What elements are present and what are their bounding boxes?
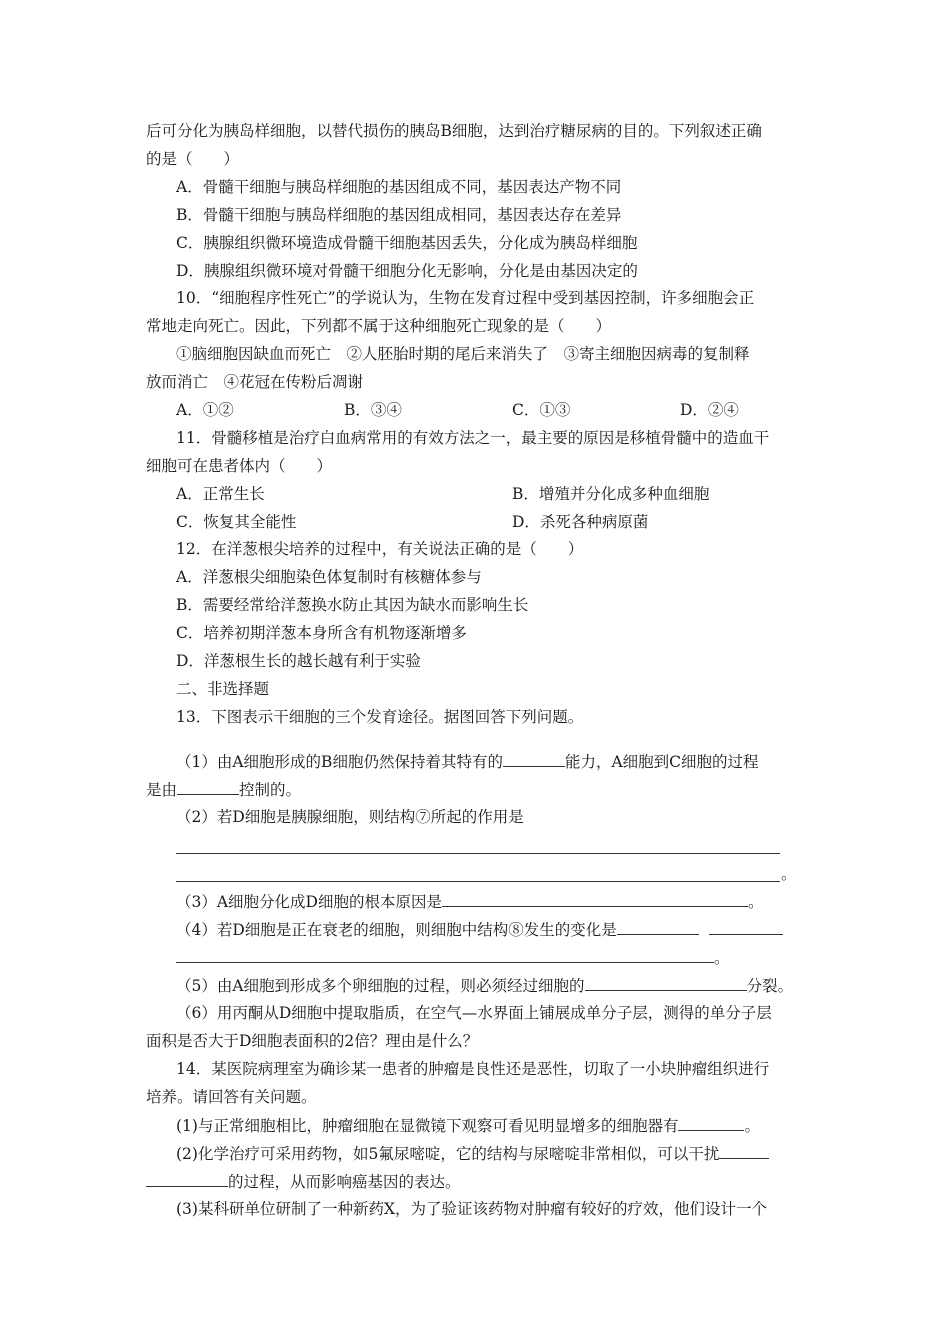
q10-option-c: C．①③	[512, 401, 571, 419]
q13-part6-line2: 面积是否大于D细胞表面积的2倍？理由是什么？	[146, 1032, 479, 1050]
q11-option-b: B．增殖并分化成多种血细胞	[512, 485, 710, 503]
q12-stem: 12．在洋葱根尖培养的过程中，有关说法正确的是（ ）	[176, 540, 584, 558]
q13-part2: （2）若D细胞是胰腺细胞，则结构⑦所起的作用是	[176, 808, 524, 826]
q14-blank-2b[interactable]	[146, 1171, 228, 1187]
q11-option-d: D．杀死各种病原菌	[512, 513, 649, 531]
q10-stem-line1: 10．“细胞程序性死亡”的学说认为，生物在发育过程中受到基因控制，许多细胞会正	[176, 289, 755, 307]
q13-part1-text-a: （1）由A细胞形成的B细胞仍然保持着其特有的	[176, 753, 503, 771]
q14-stem-line2: 培养。请回答有关问题。	[146, 1088, 317, 1106]
q14-part2-line2	[146, 1171, 461, 1192]
q13-blank-4b[interactable]	[709, 919, 783, 935]
q13-part1-line2	[146, 779, 301, 800]
q13-part1-text-c: 是由	[146, 781, 178, 799]
q12-option-a: A．洋葱根尖细胞染色体复制时有核糖体参与	[176, 568, 482, 586]
q14-part1-text: (1)与正常细胞相比，肿瘤细胞在显微镜下观察可看见明显增多的细胞器有	[176, 1117, 679, 1135]
q10-items-line1: ①脑细胞因缺血而死亡 ②人胚胎时期的尾后来消失了 ③寄主细胞因病毒的复制释	[176, 345, 750, 363]
q10-items-line2: 放而消亡 ④花冠在传粉后凋谢	[146, 373, 364, 391]
q13-part5-text-b: 分裂。	[746, 977, 794, 995]
q13-part3	[176, 891, 764, 912]
q14-part1-period: 。	[744, 1117, 760, 1135]
q13-stem: 13．下图表示干细胞的三个发育途径。据图回答下列问题。	[176, 708, 584, 726]
q13-blank-4c[interactable]	[176, 947, 714, 963]
q9-option-d: D．胰腺组织微环境对骨髓干细胞分化无影响，分化是由基因决定的	[176, 262, 638, 280]
q10-option-a: A．①②	[176, 401, 234, 419]
q13-part4-period: 。	[714, 949, 730, 967]
q13-part6-line1: （6）用丙酮从D细胞中提取脂质，在空气—水界面上铺展成单分子层，测得的单分子层	[176, 1004, 772, 1022]
q13-part1-text-b: 能力，A细胞到C细胞的过程	[564, 753, 759, 771]
q9-stem-line1: 后可分化为胰岛样细胞，以替代损伤的胰岛B细胞，达到治疗糖尿病的目的。下列叙述正确	[146, 122, 762, 140]
q13-answer-line-1[interactable]	[176, 838, 780, 854]
q13-blank-5[interactable]	[585, 975, 747, 991]
q14-part1	[176, 1115, 760, 1136]
q10-option-d: D．②④	[680, 401, 739, 419]
q13-blank-1[interactable]	[503, 751, 565, 767]
q14-part2-text-a: (2)化学治疗可采用药物，如5氟尿嘧啶，它的结构与尿嘧啶非常相似，可以干扰	[176, 1145, 720, 1163]
q13-part4-line1	[176, 919, 783, 940]
q14-blank-1[interactable]	[678, 1115, 744, 1131]
q9-stem-line2: 的是（ ）	[146, 150, 240, 168]
q13-part4-text: （4）若D细胞是正在衰老的细胞，则细胞中结构⑧发生的变化是	[176, 921, 617, 939]
q14-stem-line1: 14．某医院病理室为确诊某一患者的肿瘤是良性还是恶性，切取了一小块肿瘤组织进行	[176, 1060, 770, 1078]
q13-part1-line1	[176, 751, 759, 772]
q13-part3-text: （3）A细胞分化成D细胞的根本原因是	[176, 893, 442, 911]
q9-option-a: A．骨髓干细胞与胰岛样细胞的基因组成不同，基因表达产物不同	[176, 178, 622, 196]
q13-part5	[176, 975, 793, 996]
q13-blank-2[interactable]	[177, 779, 239, 795]
q13-blank-4a[interactable]	[617, 919, 699, 935]
section-heading: 二、非选择题	[176, 680, 270, 698]
q10-stem-line2: 常地走向死亡。因此，下列都不属于这种细胞死亡现象的是（ ）	[146, 317, 612, 335]
q13-part5-text-a: （5）由A细胞到形成多个卵细胞的过程，则必须经过细胞的	[176, 977, 585, 995]
q13-part1-text-d: 控制的。	[239, 781, 302, 799]
q9-option-b: B．骨髓干细胞与胰岛样细胞的基因组成相同，基因表达存在差异	[176, 206, 622, 224]
q14-part2-line1	[176, 1143, 769, 1164]
q13-part4-line2	[176, 947, 730, 968]
q12-option-d: D．洋葱根生长的越长越有利于实验	[176, 652, 421, 670]
q13-part3-period: 。	[747, 893, 764, 911]
q13-answer-line-2[interactable]	[176, 866, 780, 882]
q11-stem-line2: 细胞可在患者体内（ ）	[146, 457, 333, 475]
q14-part3: (3)某科研单位研制了一种新药X，为了验证该药物对肿瘤有较好的疗效，他们设计一个	[176, 1200, 767, 1218]
q14-part2-text-b: 的过程，从而影响癌基因的表达。	[228, 1173, 461, 1191]
q11-option-c: C．恢复其全能性	[176, 513, 297, 531]
q9-option-c: C．胰腺组织微环境造成骨髓干细胞基因丢失，分化成为胰岛样细胞	[176, 234, 638, 252]
q13-blank-3[interactable]	[442, 891, 748, 907]
q13-part2-period: 。	[781, 865, 797, 883]
q12-option-c: C．培养初期洋葱本身所含有机物逐渐增多	[176, 624, 467, 642]
q12-option-b: B．需要经常给洋葱换水防止其因为缺水而影响生长	[176, 596, 529, 614]
q11-stem-line1: 11．骨髓移植是治疗白血病常用的有效方法之一，最主要的原因是移植骨髓中的造血干	[176, 429, 770, 447]
q14-blank-2a[interactable]	[719, 1143, 769, 1159]
q11-option-a: A．正常生长	[176, 485, 265, 503]
q10-option-b: B．③④	[344, 401, 402, 419]
